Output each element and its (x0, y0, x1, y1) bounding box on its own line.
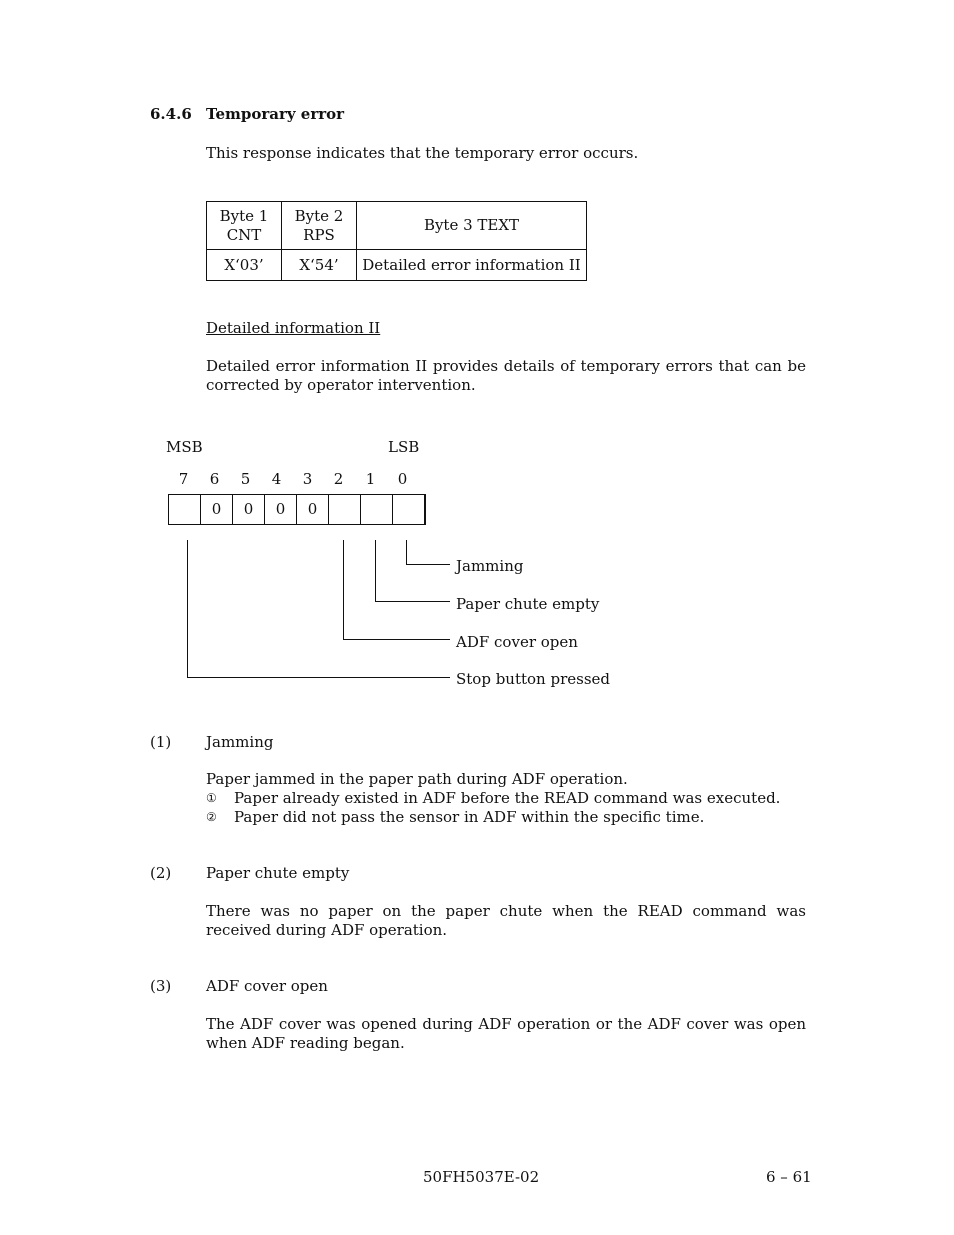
subitem-text: Paper already existed in ADF before the READ command was executed. (234, 789, 781, 807)
bit-number: 0 (397, 470, 408, 488)
leader-bit2-horizontal (343, 639, 450, 640)
item-title: Paper chute empty (206, 864, 350, 882)
item-title: Jamming (206, 733, 274, 751)
leader-bit2-vertical (343, 540, 344, 639)
circled-two-mark: ② (206, 810, 217, 824)
leader-bit1-vertical (375, 540, 376, 601)
footer-doc-id: 50FH5037E-02 (423, 1168, 540, 1186)
bit-number: 4 (271, 470, 282, 488)
intro-text: This response indicates that the temporary error occurs. (206, 144, 639, 162)
response-table (206, 201, 587, 281)
bit-cell-3: 0 (296, 494, 328, 525)
bit-cell-1 (360, 494, 392, 525)
header-byte2 (282, 202, 357, 250)
subitem-text: Paper did not pass the sensor in ADF within the specific time. (234, 808, 705, 826)
bit-number: 2 (333, 470, 344, 488)
label-paper-chute-empty: Paper chute empty (456, 595, 600, 613)
item-title: ADF cover open (206, 977, 328, 995)
label-jamming: Jamming (456, 557, 524, 575)
leader-bit0-vertical (406, 540, 407, 564)
bit-number: 7 (178, 470, 189, 488)
header-byte1 (207, 202, 282, 250)
header-byte3: Byte 3 TEXT (357, 202, 587, 250)
item-number: (1) (150, 733, 172, 751)
item-text: Paper jammed in the paper path during ADF operation. (206, 770, 628, 788)
bit-cell-2 (328, 494, 360, 525)
bit-cell-5: 0 (232, 494, 264, 525)
section-title: Temporary error (206, 105, 345, 123)
label-stop-button-pressed: Stop button pressed (456, 670, 611, 688)
leader-bit7-vertical (187, 540, 188, 677)
cell-text: Detailed error information II (357, 250, 587, 281)
bit-number: 3 (302, 470, 313, 488)
header-byte1-line2: CNT (226, 225, 262, 244)
item-text: There was no paper on the paper chute when the READ command was received during ADF operation. (206, 902, 806, 939)
bit-field (168, 494, 426, 525)
bit-number: 5 (240, 470, 251, 488)
cell-cnt: X‘03’ (207, 250, 282, 281)
bit-cell-6: 0 (200, 494, 232, 525)
bit-number: 6 (209, 470, 220, 488)
circled-one-mark: ① (206, 791, 217, 805)
bit-cell-7 (168, 494, 200, 525)
leader-bit7-horizontal (187, 677, 450, 678)
detail-heading: Detailed information II (206, 319, 381, 337)
item-number: (2) (150, 864, 172, 882)
lsb-label: LSB (388, 438, 420, 456)
bit-cell-0 (392, 494, 426, 525)
header-byte1-line1: Byte 1 (219, 206, 269, 225)
footer-page-number: 6 – 61 (766, 1168, 812, 1186)
bit-cell-4: 0 (264, 494, 296, 525)
section-number: 6.4.6 (150, 105, 192, 123)
header-byte2-line2: RPS (303, 225, 335, 244)
leader-bit0-horizontal (406, 564, 450, 565)
label-adf-cover-open: ADF cover open (456, 633, 578, 651)
bit-number: 1 (365, 470, 376, 488)
item-number: (3) (150, 977, 172, 995)
detail-text: Detailed error information II provides details of temporary errors that can be corrected by operator intervention. (206, 357, 806, 394)
leader-bit1-horizontal (375, 601, 450, 602)
msb-label: MSB (166, 438, 203, 456)
item-text: The ADF cover was opened during ADF operation or the ADF cover was open when ADF reading began. (206, 1015, 806, 1052)
header-byte2-line1: Byte 2 (294, 206, 344, 225)
cell-rps: X‘54’ (282, 250, 357, 281)
